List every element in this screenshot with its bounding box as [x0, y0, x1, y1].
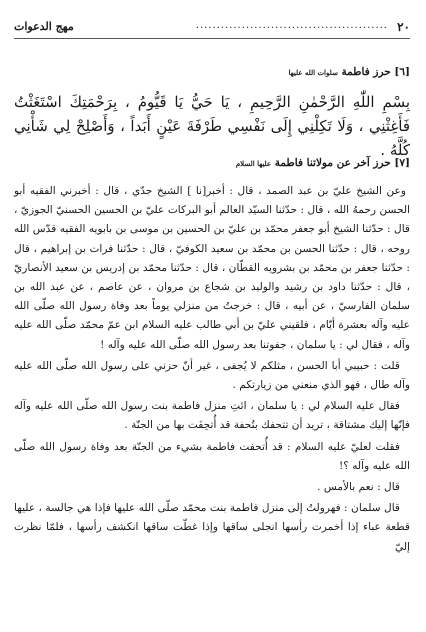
paragraph: فقال عليه السلام لي : يا سلمان ، ائتِ منزل فاطمة بنت رسول الله صلّى الله عليه وآله فإنّها إليك مشتاقة ، تريد أن تتحفك بتُحفة قد أُتحِفَت بها من الجنّة . — [14, 400, 410, 432]
header-leader-dots: .............................................. — [195, 20, 388, 31]
body-text — [14, 182, 410, 626]
section-7-title: [٧] حرز آخر عن مولاتنا فاطمة — [274, 157, 410, 169]
paragraph: قال سلمان : فهرولتُ إلى منزل فاطمة بنت محمّد صلّى الله عليها فإذا هي جالسة ، عليها قطعة عباء إذا أخمرت رأسها انجلى ساقها وإذا غطّت ساقها انكشف رأسها ، فلمّا نظرت إليّ — [14, 502, 410, 553]
paragraph: وعن الشيخ عليّ بن عبد الصمد ، قال : أخبر[نا ] الشيخ جدّي ، قال : أخبرني الفقيه أبو الحسن رحمهُ الله ، قال : حدّثنا السيّد العالم أبو البركات عليّ بن الحسين الحسنيّ الجوزيّ ، قال : حدّثنا الشيخ أبو جعفر محمّد بن عليّ بن الحسين بن موسى بن بابويه الفقيه قدّس الله روحه ، قال : حدّثنا الحسن بن محمّد بن سعيد الكوفيّ ، قال : حدّثنا فرات بن إبراهيم ، قال : حدّثنا جعفر بن محمّد بن بشرويه القطّان ، قال : حدّثنا محمّد بن إدريس بن سعيد الأنصاريّ ، قال : حدّثنا داود بن رشيد والوليد بن شجاع بن مروان ، عن عاصم ، عن عبد الله بن سلمان الفارسيّ ، عن أبيه ، قال : خرجتُ من منزلي يوماً بعد وفاة رسول الله صلّى الله عليه وآله بعشرة أيّام ، فلقيني عليّ بن أبي طالب عليه السلام ابن عمّ محمّد صلّى الله عليه وآله ، فقال لي : يا سلمان ، جفوتنا بعد رسول الله صلّى الله عليه وآله ! — [14, 185, 410, 351]
page-number: ٢٠ — [397, 20, 410, 34]
section-7-heading — [14, 157, 410, 169]
page-header — [14, 18, 410, 39]
paragraph: فقلت لعليّ عليه السلام : قد أُتحفت فاطمة بشيء من الجنّة بعد وفاة رسول الله صلّى الله عليه وآله ؟! — [14, 440, 410, 472]
section-7-blessing: عليها السلام — [235, 159, 272, 168]
book-title: مهج الدعوات — [14, 20, 74, 33]
section-6-heading — [14, 66, 410, 78]
paragraph: قال : نعم بالأمس . — [317, 481, 400, 494]
section-6-blessing: سلوات الله عليها — [288, 68, 338, 77]
prayer-text: بِسْمِ اللّٰهِ الرَّحْمٰنِ الرَّحِيمِ ، يَا حَيُّ يَا قَيُّومُ ، بِرَحْمَتِكَ اسْتَغَثْتُ فَأَغِثْنِي ، وَلَا تَكِلْنِي إِلَى نَفْسِي طَرْفَةَ عَيْنٍ أَبَداً ، وَأَصْلِحْ لِي شَأْنِي كُلَّهُ . — [14, 93, 410, 159]
paragraph: قلت : حبيبي أبا الحسن ، مثلكم لا يُجفى ، غير أنّ حزني على رسول الله صلّى الله عليه وآله طال ، فهو الذي منعني من زيارتكم . — [14, 359, 410, 392]
section-6-title: [٦] حرز فاطمة — [341, 66, 410, 78]
